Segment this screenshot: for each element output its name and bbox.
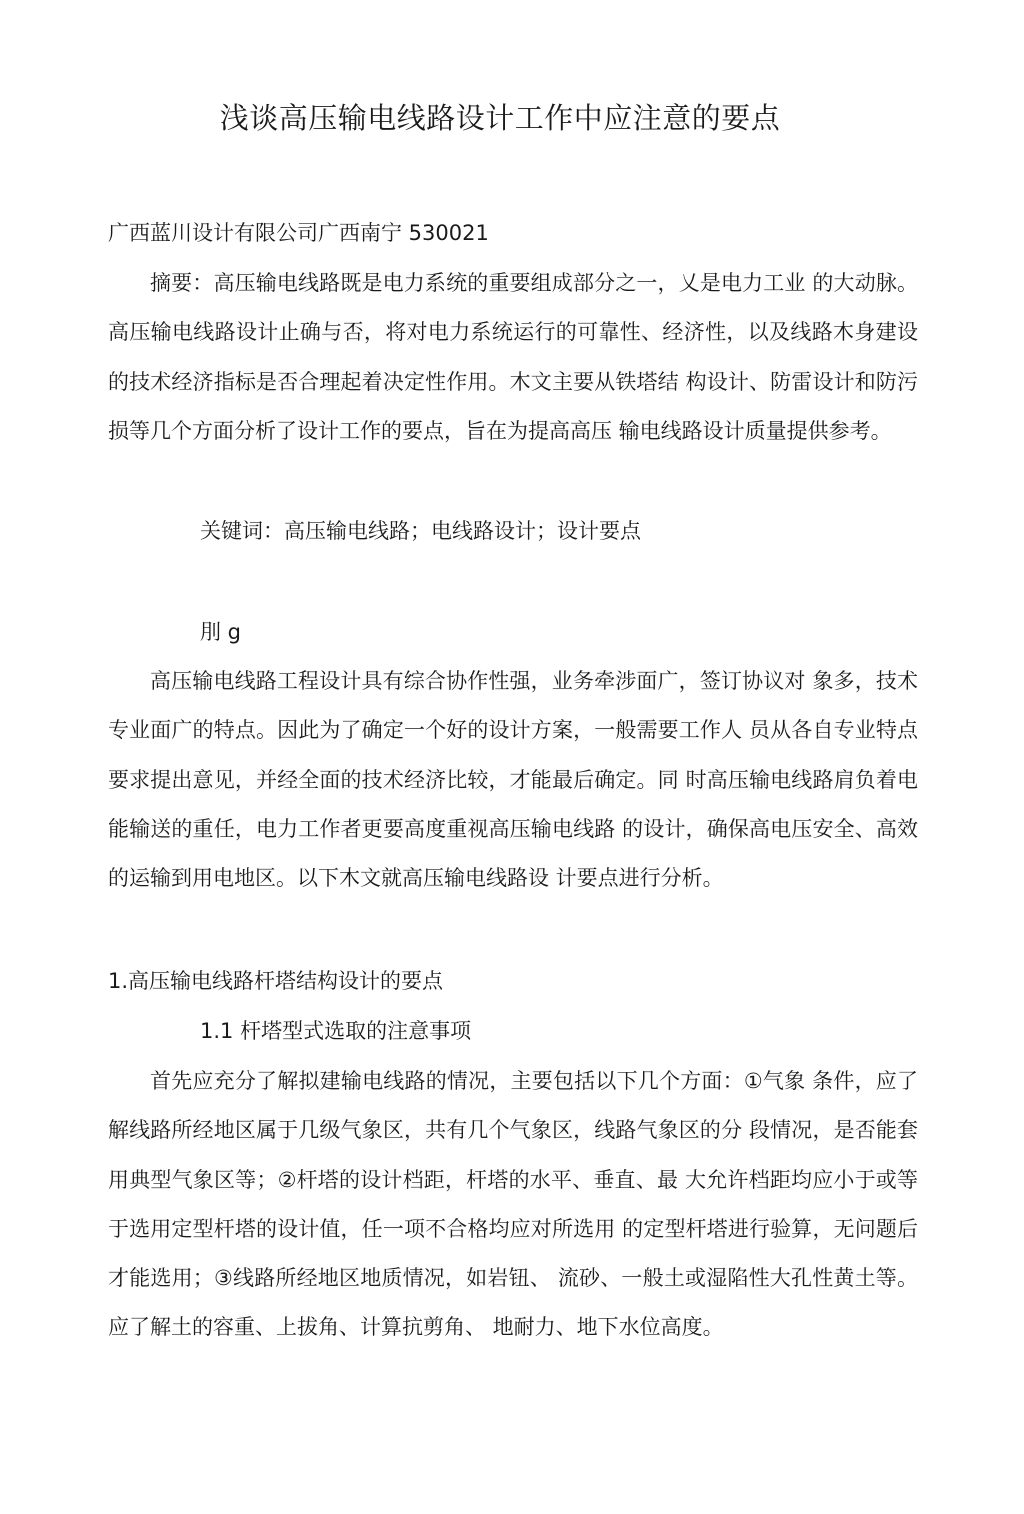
section-1-1-heading: 1.1 杆塔型式选取的注意事项 [200, 1019, 472, 1043]
keywords-line: 关键词：高压输电线路；电线路设计；设计要点 [200, 519, 641, 543]
abstract-paragraph: 摘要：高压输电线路既是电力系统的重要组成部分之一，乂是电力工业 的大动脉。高压输电线路设计止确与否，将对电力系统运行的可靠性、经济性，以及线路木身建设的技术经济指标是否合理起着决定性作用。木文主要从铁塔结 构设计、防雷设计和防污损等几个方面分析了设计工作的要点，旨在为提高高压 输电线路设计质量提供参考。 [108, 271, 918, 443]
document-title: 浅谈高压输电线路设计工作中应注意的要点 [219, 101, 781, 135]
section-1-1-paragraph: 首先应充分了解拟建输电线路的情况，主要包括以下几个方面：①气象 条件，应了解线路所经地区属于几级气象区，共有几个气象区，线路气象区的分 段情况，是否能套用典型气象区等；②杆塔的设计档距，杆塔的水平、垂直、最 大允许档距均应小于或等于选用定型杆塔的设计值，任一项不合格均应对所选用 的定型杆塔进行验算，无问题后才能选用；③线路所经地区地质情况，如岩钮、 流砂、一般土或湿陷性大孔性黄土等。应了解土的容重、上拔角、计算抗剪角、 地耐力、地下水位高度。 [108, 1069, 918, 1340]
intro-heading: 刖 g [200, 620, 242, 644]
section-1-heading: 1.高压输电线路杆塔结构设计的要点 [108, 969, 444, 993]
intro-paragraph: 高压输电线路工程设计具有综合协作性强，业务牵涉面广，签订协议对 象多，技术专业面广的特点。因此为了确定一个好的设计方案，一般需要工作人 员从各自专业特点要求提出意见，并经全面的技术经济比较，才能最后确定。同 时高压输电线路肩负着电能输送的重任，电力工作者更要高度重视高压输电线路 的设计，确保高电压安全、高效的运输到用电地区。以下木文就高压输电线路设 计要点进行分析。 [108, 669, 918, 891]
affiliation-line: 广西蓝川设计有限公司广西南宁 530021 [108, 221, 489, 245]
